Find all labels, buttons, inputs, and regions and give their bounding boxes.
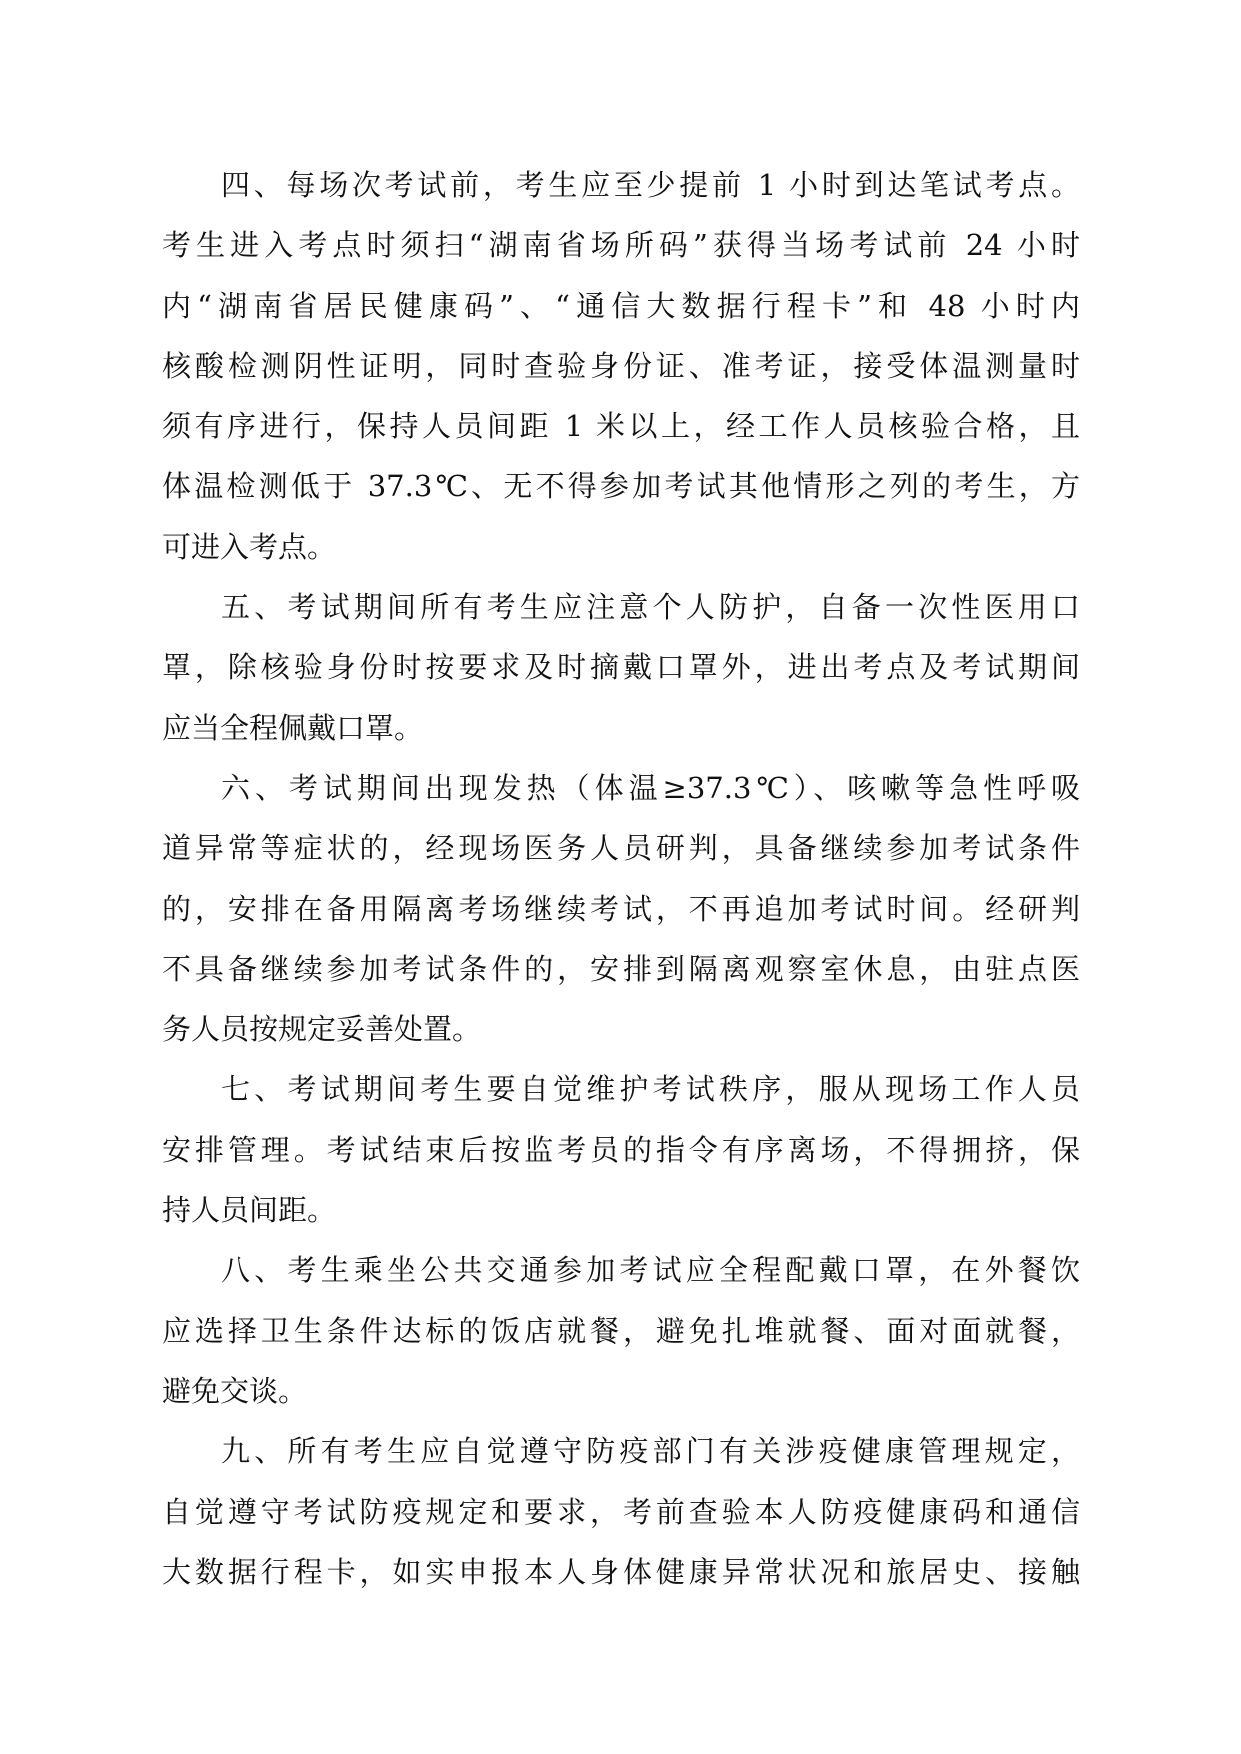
paragraph-line: 内“湖南省居民健康码”、“通信大数据行程卡”和 48 小时内 — [162, 288, 1080, 323]
paragraph-line: 不具备继续参加考试条件的，安排到隔离观察室休息，由驻点医 — [162, 951, 1080, 986]
paragraph-line: 四、每场次考试前，考生应至少提前 1 小时到达笔试考点。 — [221, 168, 1080, 202]
paragraph-line: 持人员间距。 — [162, 1193, 337, 1228]
paragraph-line: 须有序进行，保持人员间距 1 米以上，经工作人员核验合格，且 — [162, 409, 1080, 444]
paragraph-line: 可进入考点。 — [162, 529, 337, 564]
paragraph-line: 五、考试期间所有考生应注意个人防护，自备一次性医用口 — [221, 590, 1080, 625]
paragraph-line: 应当全程佩戴口罩。 — [162, 710, 424, 745]
paragraph-item-4 — [162, 162, 1080, 584]
paragraph-line: 安排管理。考试结束后按监考员的指令有序离场，不得拥挤，保 — [162, 1132, 1080, 1167]
document-body — [162, 162, 1080, 1609]
paragraph-line: 务人员按规定妥善处置。 — [162, 1012, 482, 1047]
paragraph-item-6 — [162, 765, 1080, 1066]
paragraph-item-8 — [162, 1247, 1080, 1428]
paragraph-line: 体温检测低于 37.3℃、无不得参加考试其他情形之列的考生，方 — [162, 469, 1080, 504]
paragraph-line: 自觉遵守考试防疫规定和要求，考前查验本人防疫健康码和通信 — [162, 1494, 1080, 1529]
paragraph-line: 九、所有考生应自觉遵守防疫部门有关涉疫健康管理规定， — [221, 1434, 1080, 1469]
paragraph-line: 六、考试期间出现发热（体温≥37.3℃）、咳嗽等急性呼吸 — [221, 770, 1080, 805]
paragraph-line: 的，安排在备用隔离考场继续考试，不再追加考试时间。经研判 — [162, 891, 1080, 926]
paragraph-line: 核酸检测阴性证明，同时查验身份证、准考证，接受体温测量时 — [162, 348, 1080, 383]
paragraph-line: 应选择卫生条件达标的饭店就餐，避免扎堆就餐、面对面就餐， — [162, 1313, 1080, 1348]
paragraph-item-7 — [162, 1066, 1080, 1247]
paragraph-line: 罩，除核验身份时按要求及时摘戴口罩外，进出考点及考试期间 — [162, 650, 1080, 685]
paragraph-line: 八、考生乘坐公共交通参加考试应全程配戴口罩，在外餐饮 — [221, 1253, 1080, 1288]
paragraph-line: 大数据行程卡，如实申报本人身体健康异常状况和旅居史、接触 — [162, 1554, 1080, 1589]
paragraph-line: 避免交谈。 — [162, 1373, 308, 1408]
paragraph-line: 道异常等症状的，经现场医务人员研判，具备继续参加考试条件 — [162, 831, 1080, 866]
paragraph-item-5 — [162, 584, 1080, 765]
paragraph-line: 考生进入考点时须扫“湖南省场所码”获得当场考试前 24 小时 — [162, 228, 1080, 263]
paragraph-item-9 — [162, 1428, 1080, 1609]
paragraph-line: 七、考试期间考生要自觉维护考试秩序，服从现场工作人员 — [221, 1072, 1080, 1107]
